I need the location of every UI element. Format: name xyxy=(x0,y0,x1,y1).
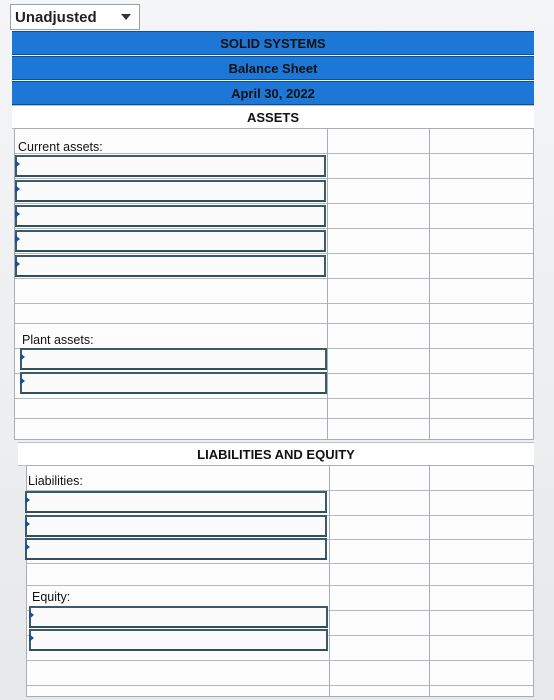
triangle-marker-icon xyxy=(15,210,20,218)
column-divider xyxy=(329,466,330,696)
triangle-marker-icon xyxy=(25,520,30,528)
company-name-row xyxy=(12,31,534,55)
current-assets-label: Current assets: xyxy=(18,140,103,154)
liability-name-input-2[interactable] xyxy=(25,515,327,537)
triangle-marker-icon xyxy=(20,353,25,361)
liability-name-input-3[interactable] xyxy=(25,538,327,560)
table-row xyxy=(15,304,533,324)
equity-name-input-2[interactable] xyxy=(29,629,328,651)
equity-name-input-1[interactable] xyxy=(29,606,328,628)
triangle-marker-icon xyxy=(15,235,20,243)
column-divider xyxy=(429,466,430,696)
plant-assets-label: Plant assets: xyxy=(22,333,94,347)
triangle-marker-icon xyxy=(29,634,34,642)
triangle-marker-icon xyxy=(20,377,25,385)
dropdown-selected-value: Unadjusted xyxy=(15,8,97,26)
triangle-marker-icon xyxy=(15,260,20,268)
statement-date: April 30, 2022 xyxy=(231,85,315,101)
chevron-down-icon[interactable] xyxy=(121,14,131,20)
triangle-marker-icon xyxy=(15,185,20,193)
table-row xyxy=(27,466,533,491)
statement-name-row xyxy=(12,56,534,80)
statement-date-row xyxy=(12,81,534,105)
company-name: SOLID SYSTEMS xyxy=(220,35,326,51)
statement-type-dropdown[interactable] xyxy=(10,4,140,30)
plant-asset-name-input-2[interactable] xyxy=(20,372,327,394)
statement-name: Balance Sheet xyxy=(228,60,318,76)
current-asset-name-input-4[interactable] xyxy=(15,230,326,252)
table-row xyxy=(27,564,533,586)
liability-name-input-1[interactable] xyxy=(25,491,327,513)
table-row xyxy=(15,399,533,419)
table-row xyxy=(27,661,533,686)
triangle-marker-icon xyxy=(29,611,34,619)
assets-heading-text: ASSETS xyxy=(246,109,299,125)
current-asset-name-input-5[interactable] xyxy=(15,255,326,277)
liabilities-equity-heading xyxy=(18,442,534,466)
triangle-marker-icon xyxy=(25,496,30,504)
current-asset-name-input-3[interactable] xyxy=(15,205,326,227)
liabilities-label: Liabilities: xyxy=(28,474,83,488)
current-asset-name-input-2[interactable] xyxy=(15,180,326,202)
triangle-marker-icon xyxy=(25,543,30,551)
equity-label: Equity: xyxy=(32,590,71,604)
assets-heading xyxy=(12,105,534,129)
current-asset-name-input-1[interactable] xyxy=(15,155,326,177)
plant-asset-name-input-1[interactable] xyxy=(20,348,327,370)
triangle-marker-icon xyxy=(15,160,20,168)
column-divider xyxy=(429,129,430,439)
column-divider xyxy=(327,129,328,439)
table-row xyxy=(15,279,533,304)
liabilities-equity-heading-text: LIABILITIES AND EQUITY xyxy=(197,446,355,462)
